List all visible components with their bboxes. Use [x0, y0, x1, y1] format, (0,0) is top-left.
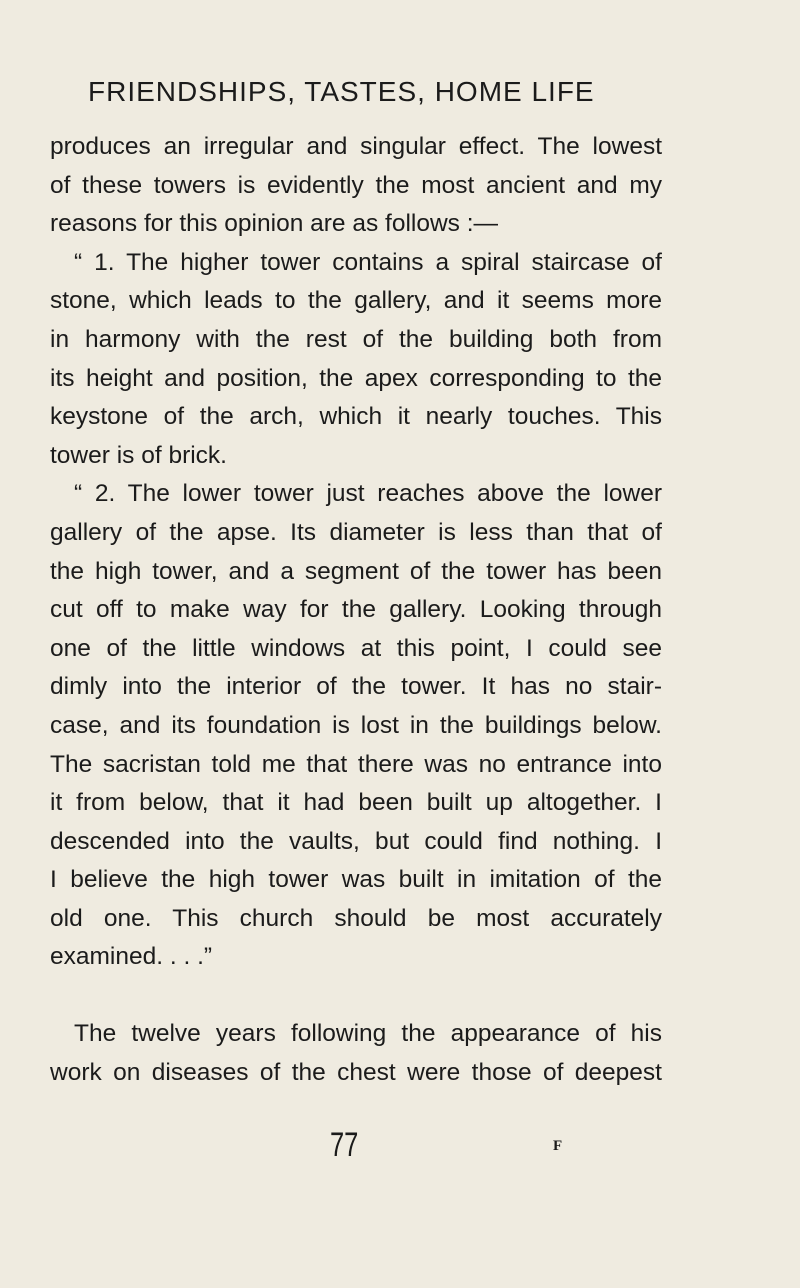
paragraph-spacer [50, 977, 662, 1015]
text-line: it from below, that it had been built up altogether. I [50, 789, 662, 817]
text-line: “ 1. The higher tower contains a spiral staircase of [74, 248, 662, 276]
body-text [50, 128, 662, 1092]
text-line: of these towers is evidently the most ancient and my [50, 171, 662, 199]
paragraph [50, 128, 662, 244]
text-line: old one. This church should be most accurately [50, 904, 662, 932]
text-line: stone, which leads to the gallery, and it seems more [50, 287, 662, 315]
paragraph [50, 1015, 662, 1092]
text-line: its height and position, the apex corresponding to the [50, 364, 662, 392]
text-line: The twelve years following the appearance of his [74, 1020, 662, 1048]
text-line: one of the little windows at this point, I could see [50, 634, 662, 662]
text-line: dimly into the interior of the tower. It has no stair- [50, 673, 662, 701]
paragraph [50, 475, 662, 977]
text-line: descended into the vaults, but could find nothing. I [50, 827, 662, 855]
text-line: “ 2. The lower tower just reaches above the lower [74, 480, 662, 508]
text-line: examined. . . .” [50, 943, 213, 971]
running-head: FRIENDSHIPS, TASTES, HOME LIFE [88, 76, 595, 107]
text-line: in harmony with the rest of the building both from [50, 325, 662, 353]
text-line: case, and its foundation is lost in the buildings below. [50, 711, 662, 739]
text-line: work on diseases of the chest were those of deepest [50, 1058, 662, 1086]
paragraph [50, 244, 662, 476]
text-line: I believe the high tower was built in imitation of the [50, 866, 662, 894]
text-line: The sacristan told me that there was no entrance into [50, 750, 662, 778]
text-line: keystone of the arch, which it nearly touches. This [50, 403, 662, 431]
text-line: cut off to make way for the gallery. Looking through [50, 596, 662, 624]
text-line: tower is of brick. [50, 441, 227, 469]
page-footer [0, 1126, 800, 1166]
signature-mark: F [553, 1138, 563, 1154]
text-line: reasons for this opinion are as follows :— [50, 210, 499, 238]
page-number: 77 [330, 1126, 359, 1164]
text-line: produces an irregular and singular effect. The lowest [50, 133, 662, 160]
text-line: gallery of the apse. Its diameter is less than that of [50, 518, 662, 546]
text-line: the high tower, and a segment of the tower has been [50, 557, 662, 585]
